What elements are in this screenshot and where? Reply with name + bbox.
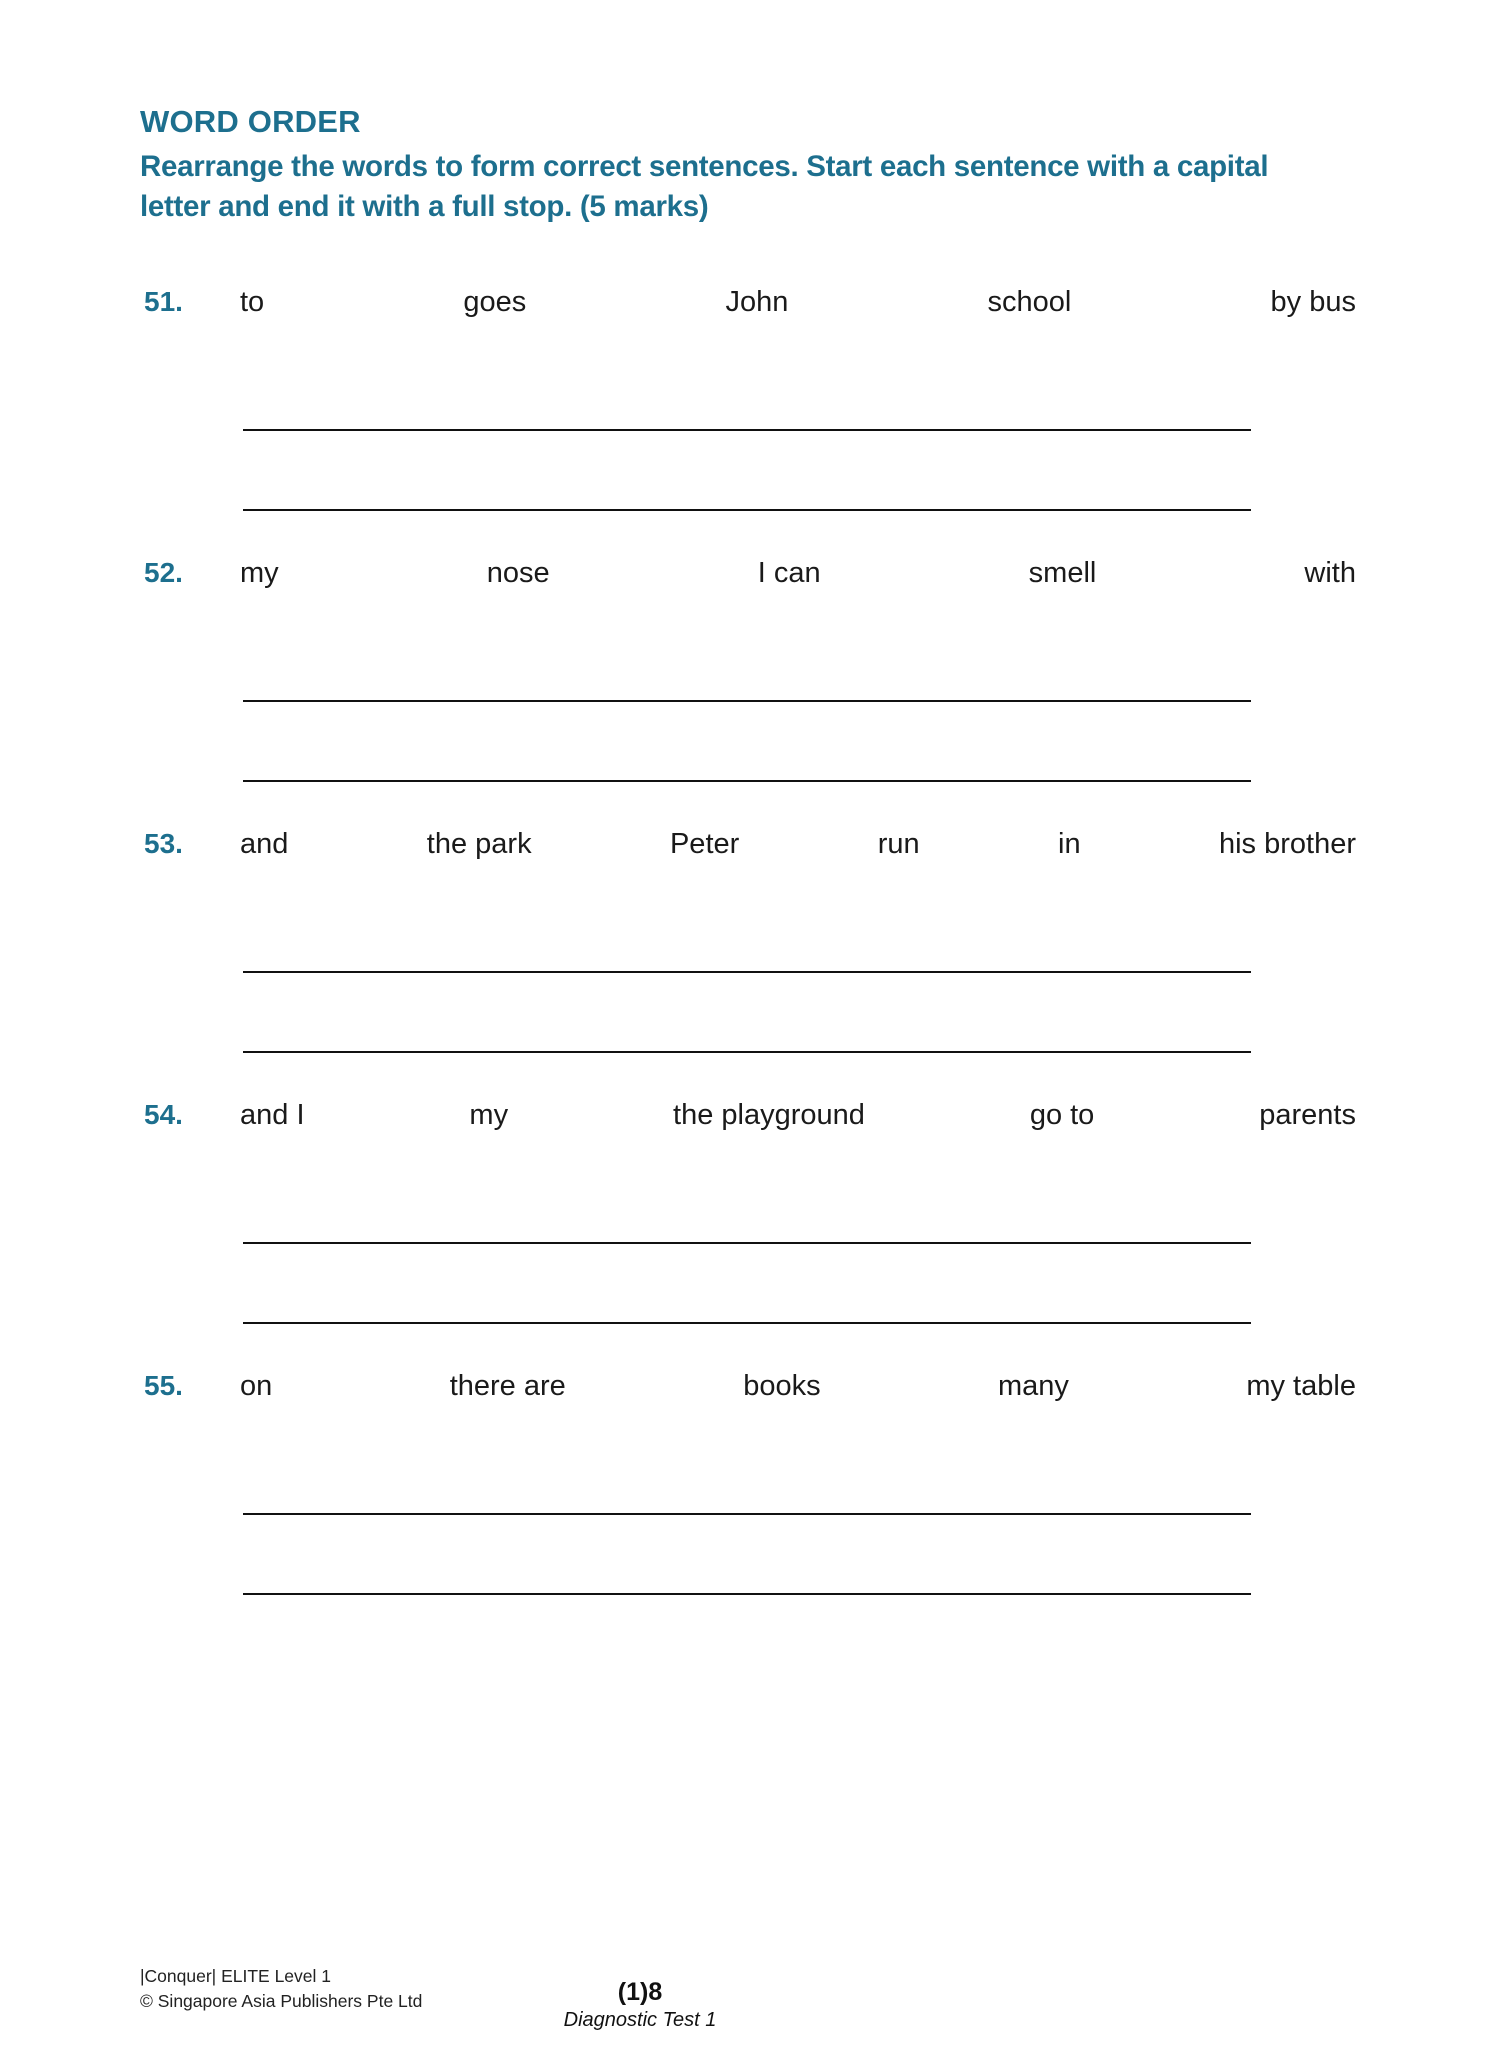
word-chip: John: [725, 285, 789, 318]
word-chip: my: [469, 1098, 509, 1131]
word-chip: the playground: [673, 1098, 865, 1131]
word-chip: run: [877, 827, 920, 860]
question-item: [140, 1099, 1360, 1324]
question-words: [240, 286, 1360, 319]
question-row: [140, 828, 1360, 861]
question-row: [140, 557, 1360, 590]
question-row: [140, 1370, 1360, 1403]
word-chip: his brother: [1218, 827, 1356, 860]
footer-copyright: © Singapore Asia Publishers Pte Ltd: [140, 1991, 423, 2012]
answer-line[interactable]: [243, 1437, 1251, 1515]
spacer: [140, 1053, 1360, 1099]
answer-lines: [243, 1166, 1251, 1324]
question-number: 53.: [144, 827, 183, 859]
question-number: 55.: [144, 1369, 183, 1401]
question-item: [140, 557, 1360, 782]
answer-line[interactable]: [243, 702, 1251, 782]
word-chip: goes: [463, 285, 527, 318]
spacer: [140, 782, 1360, 828]
footer-series: |Conquer| ELITE Level 1: [140, 1966, 332, 1986]
question-words: [240, 828, 1360, 861]
spacer: [140, 1324, 1360, 1370]
answer-line[interactable]: [243, 431, 1251, 511]
answer-lines: [243, 624, 1251, 782]
word-chip: Peter: [669, 827, 740, 860]
word-chip: with: [1304, 556, 1356, 589]
answer-line[interactable]: [243, 1515, 1251, 1595]
question-list: [140, 286, 1360, 1595]
spacer: [140, 511, 1360, 557]
question-item: [140, 828, 1360, 1053]
question-words: [240, 1099, 1360, 1132]
word-chip: to: [240, 285, 265, 318]
footer-page-block: [140, 1978, 1140, 2032]
question-number: 54.: [144, 1098, 183, 1130]
footer-test-name: Diagnostic Test 1: [563, 2009, 717, 2031]
word-chip: I can: [757, 556, 821, 589]
word-chip: my: [240, 556, 279, 589]
word-chip: by bus: [1270, 285, 1356, 318]
answer-line[interactable]: [243, 353, 1251, 431]
page-number: (1)8: [617, 1978, 663, 2006]
question-row: [140, 286, 1360, 319]
page-content: [140, 104, 1360, 1595]
word-chip: there are: [449, 1369, 566, 1402]
answer-line[interactable]: [243, 624, 1251, 702]
word-chip: go to: [1029, 1098, 1095, 1131]
section-title: WORD ORDER: [140, 104, 361, 139]
word-chip: and: [240, 827, 289, 860]
question-words: [240, 1370, 1360, 1403]
question-words: [240, 557, 1360, 590]
word-chip: books: [743, 1369, 821, 1402]
question-number: 52.: [144, 556, 183, 588]
question-row: [140, 1099, 1360, 1132]
word-chip: smell: [1028, 556, 1097, 589]
word-chip: many: [998, 1369, 1069, 1402]
word-chip: the park: [426, 827, 532, 860]
word-chip: parents: [1259, 1098, 1356, 1131]
word-chip: in: [1058, 827, 1081, 860]
answer-lines: [243, 353, 1251, 511]
word-chip: school: [987, 285, 1072, 318]
word-chip: nose: [486, 556, 550, 589]
question-number: 51.: [144, 285, 183, 317]
answer-lines: [243, 1437, 1251, 1595]
word-chip: and I: [240, 1098, 305, 1131]
answer-line[interactable]: [243, 973, 1251, 1053]
answer-line[interactable]: [243, 1244, 1251, 1324]
word-chip: on: [240, 1369, 273, 1402]
question-item: [140, 286, 1360, 511]
word-chip: my table: [1246, 1369, 1356, 1402]
answer-line[interactable]: [243, 1166, 1251, 1244]
question-item: [140, 1370, 1360, 1595]
answer-lines: [243, 895, 1251, 1053]
section-instructions: Rearrange the words to form correct sentences. Start each sentence with a capital letter and end it with a full stop. (5 marks): [140, 149, 1269, 224]
answer-line[interactable]: [243, 895, 1251, 973]
